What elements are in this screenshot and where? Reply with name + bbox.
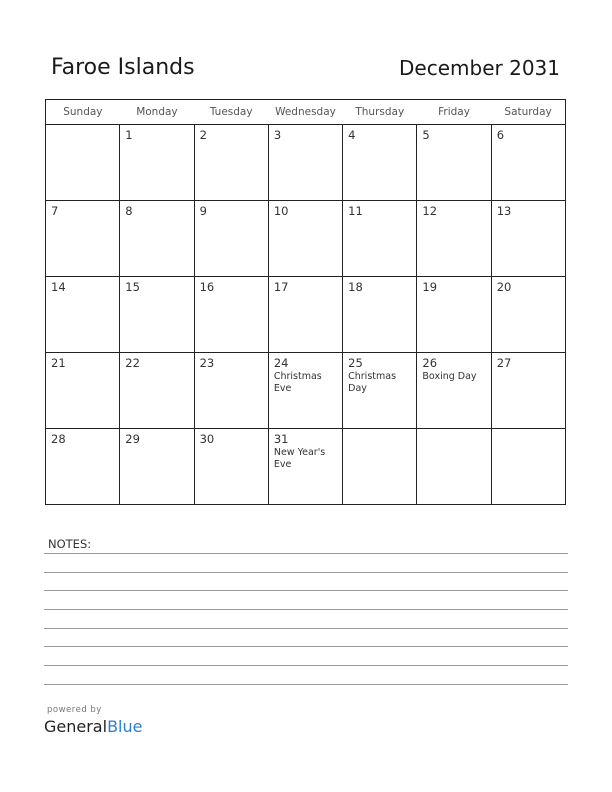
- day-number: 18: [348, 280, 363, 294]
- calendar-day-cell[interactable]: [194, 429, 268, 505]
- calendar-day-cell[interactable]: [417, 429, 491, 505]
- day-number: 14: [51, 280, 66, 294]
- calendar-week-row: [46, 429, 566, 505]
- calendar-day-cell[interactable]: [491, 277, 565, 353]
- day-number: 27: [496, 356, 512, 370]
- calendar-week-row: [46, 125, 566, 201]
- day-number: 16: [199, 280, 215, 294]
- calendar-grid: [45, 99, 566, 505]
- day-number: 19: [422, 280, 438, 294]
- calendar-day-cell[interactable]: [120, 201, 194, 277]
- holiday-label: Christmas Day: [348, 371, 397, 394]
- calendar-day-cell[interactable]: [46, 353, 120, 429]
- day-number: 29: [125, 432, 140, 446]
- weekday-header: Friday: [417, 100, 491, 125]
- notes-line: [44, 609, 568, 610]
- day-number: 28: [51, 432, 66, 446]
- calendar-day-cell[interactable]: [343, 201, 417, 277]
- calendar-day-cell[interactable]: [194, 353, 268, 429]
- calendar-day-cell[interactable]: [343, 277, 417, 353]
- calendar-day-cell[interactable]: [194, 125, 268, 201]
- calendar-day-cell[interactable]: [120, 429, 194, 505]
- weekday-header-row: [46, 100, 566, 125]
- notes-line: [44, 628, 568, 629]
- calendar-day-cell[interactable]: [268, 277, 342, 353]
- day-number: 12: [422, 204, 438, 218]
- notes-line: [44, 590, 568, 591]
- calendar-day-cell[interactable]: [417, 201, 491, 277]
- calendar-day-cell[interactable]: [46, 201, 120, 277]
- day-number: 9: [199, 204, 207, 218]
- holiday-label: New Year's Eve: [273, 447, 326, 470]
- weekday-header: Sunday: [46, 100, 120, 125]
- weekday-header: Thursday: [343, 100, 417, 125]
- notes-line: [44, 553, 568, 554]
- notes-line: [44, 646, 568, 647]
- calendar-day-cell[interactable]: [491, 201, 565, 277]
- day-number: 5: [422, 128, 430, 142]
- day-number: 2: [199, 128, 207, 142]
- day-number: 6: [496, 128, 505, 142]
- powered-by-text: powered by: [47, 705, 102, 715]
- weekday-header: Saturday: [491, 100, 565, 125]
- day-number: 13: [496, 204, 512, 218]
- holiday-label: Christmas Eve: [273, 371, 322, 394]
- calendar-day-cell[interactable]: [120, 353, 194, 429]
- calendar-day-cell[interactable]: [268, 201, 342, 277]
- day-number: 7: [51, 204, 59, 218]
- calendar-day-cell[interactable]: [120, 277, 194, 353]
- day-number: 26: [422, 356, 438, 370]
- calendar-day-cell[interactable]: [194, 277, 268, 353]
- calendar-week-row: [46, 277, 566, 353]
- calendar-day-cell[interactable]: [268, 125, 342, 201]
- calendar-day-cell[interactable]: [268, 429, 342, 505]
- calendar-day-cell[interactable]: [46, 125, 120, 201]
- notes-label: NOTES:: [48, 537, 92, 551]
- calendar-day-cell[interactable]: [491, 353, 565, 429]
- day-number: 17: [273, 280, 289, 294]
- calendar-region-title: Faroe Islands: [51, 55, 195, 80]
- day-number: 8: [125, 204, 133, 218]
- day-number: 11: [348, 204, 363, 218]
- calendar-day-cell[interactable]: [46, 277, 120, 353]
- calendar-week-row: [46, 353, 566, 429]
- calendar-month-title: December 2031: [399, 56, 560, 80]
- weekday-header: Wednesday: [268, 100, 342, 125]
- day-number: 24: [273, 356, 289, 370]
- day-number: 1: [125, 128, 133, 142]
- calendar-day-cell[interactable]: [417, 125, 491, 201]
- calendar-day-cell[interactable]: [417, 277, 491, 353]
- day-number: 15: [125, 280, 140, 294]
- day-number: 20: [496, 280, 512, 294]
- calendar-week-row: [46, 201, 566, 277]
- weekday-header: Tuesday: [194, 100, 268, 125]
- calendar-day-cell[interactable]: [46, 429, 120, 505]
- day-number: 3: [273, 128, 282, 142]
- day-number: 22: [125, 356, 140, 370]
- notes-line: [44, 665, 568, 666]
- generalblue-logo[interactable]: [44, 717, 142, 736]
- day-number: 21: [51, 356, 66, 370]
- calendar-day-cell[interactable]: [343, 125, 417, 201]
- calendar-day-cell[interactable]: [491, 429, 565, 505]
- day-number: 25: [348, 356, 363, 370]
- holiday-label: Boxing Day: [422, 371, 477, 382]
- calendar-day-cell[interactable]: [120, 125, 194, 201]
- day-number: 4: [348, 128, 356, 142]
- day-number: 31: [273, 432, 289, 446]
- brand-general: General: [44, 717, 108, 736]
- day-number: 10: [273, 204, 289, 218]
- calendar-day-cell[interactable]: [417, 353, 491, 429]
- day-number: 23: [199, 356, 215, 370]
- day-number: 30: [199, 432, 215, 446]
- weekday-header: Monday: [120, 100, 194, 125]
- calendar-day-cell[interactable]: [194, 201, 268, 277]
- calendar-day-cell[interactable]: [343, 429, 417, 505]
- notes-line: [44, 572, 568, 573]
- calendar-day-cell[interactable]: [268, 353, 342, 429]
- calendar-day-cell[interactable]: [343, 353, 417, 429]
- brand-blue: Blue: [107, 717, 143, 736]
- notes-line: [44, 684, 568, 685]
- calendar-day-cell[interactable]: [491, 125, 565, 201]
